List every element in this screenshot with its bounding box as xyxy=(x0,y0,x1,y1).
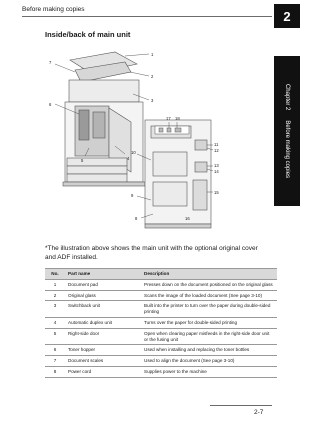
machine-illustration xyxy=(45,42,223,238)
callout-9: 9 xyxy=(131,193,134,198)
cell-no: 2 xyxy=(45,290,65,301)
cell-description: Turns over the paper for double-sided printing xyxy=(141,317,277,328)
side-tab-chapter-label: Chapter 2 xyxy=(284,83,290,111)
cell-part-name: Power cord xyxy=(65,366,141,377)
parts-table xyxy=(45,268,277,378)
column-header-part-name: Part name xyxy=(65,269,141,280)
cell-part-name: Right-side door xyxy=(65,328,141,345)
running-header-title: Before making copies xyxy=(22,6,85,13)
callout-3: 3 xyxy=(151,98,154,103)
table-row xyxy=(45,301,277,318)
chapter-number: 2 xyxy=(283,8,291,24)
callout-4: 4 xyxy=(127,156,130,161)
callout-8: 8 xyxy=(135,216,138,221)
connector-inset xyxy=(155,126,189,134)
callout-16: 16 xyxy=(185,216,190,221)
callout-11: 11 xyxy=(214,142,219,147)
page-number: 2-7 xyxy=(254,409,264,416)
column-header-no: No. xyxy=(45,269,65,280)
cell-description: Used when installing and replacing the toner bottles xyxy=(141,345,277,356)
chapter-number-box xyxy=(274,4,300,28)
table-row xyxy=(45,356,277,367)
callout-18: 18 xyxy=(175,116,180,121)
footer-rule xyxy=(210,405,272,406)
copier-back-view xyxy=(145,120,211,228)
cell-no: 6 xyxy=(45,345,65,356)
cell-no: 4 xyxy=(45,317,65,328)
cell-part-name: Toner hopper xyxy=(65,345,141,356)
callout-14: 14 xyxy=(214,169,219,174)
illustration-caption: *The illustration above shows the main unit with the optional original cover and ADF installed. xyxy=(45,245,258,261)
callout-13: 13 xyxy=(214,163,219,168)
cell-no: 7 xyxy=(45,356,65,367)
cell-description: Scans the image of the loaded document (See page 3-10) xyxy=(141,290,277,301)
cell-no: 1 xyxy=(45,279,65,290)
chapter-side-tab xyxy=(274,56,300,206)
cell-no: 8 xyxy=(45,366,65,377)
cell-part-name: Document scales xyxy=(65,356,141,367)
cell-no: 3 xyxy=(45,301,65,318)
callout-15: 15 xyxy=(214,190,219,195)
cell-part-name: Automatic duplex unit xyxy=(65,317,141,328)
callout-12: 12 xyxy=(214,148,219,153)
cell-description: Supplies power to the machine xyxy=(141,366,277,377)
table-row xyxy=(45,317,277,328)
callout-17: 17 xyxy=(166,116,171,121)
callout-6: 6 xyxy=(49,102,52,107)
table-row xyxy=(45,290,277,301)
callout-7: 7 xyxy=(49,60,52,65)
table-row xyxy=(45,328,277,345)
cell-description: Presses down on the document positioned on the original glass xyxy=(141,279,277,290)
copier-front-view xyxy=(63,52,145,186)
cell-description: Built into the printer to turn over the paper during double-sided printing xyxy=(141,301,277,318)
header-rule xyxy=(22,16,272,17)
cell-part-name: Document pad xyxy=(65,279,141,290)
table-row xyxy=(45,366,277,377)
table-row xyxy=(45,279,277,290)
column-header-description: Description xyxy=(141,269,277,280)
cell-description: Used to align the document (See page 3-10) xyxy=(141,356,277,367)
cell-part-name: Switchback unit xyxy=(65,301,141,318)
cell-description: Open when clearing paper misfeeds in the right-side door unit or the fusing unit xyxy=(141,328,277,345)
side-tab-section-label: Before making copies xyxy=(284,120,290,179)
cell-no: 5 xyxy=(45,328,65,345)
table-header-row xyxy=(45,269,277,280)
table-row xyxy=(45,345,277,356)
callout-10: 10 xyxy=(131,150,136,155)
callout-1: 1 xyxy=(151,52,154,57)
callout-2: 2 xyxy=(151,74,154,79)
section-title: Inside/back of main unit xyxy=(45,30,131,39)
cell-part-name: Original glass xyxy=(65,290,141,301)
callout-5: 5 xyxy=(81,158,84,163)
